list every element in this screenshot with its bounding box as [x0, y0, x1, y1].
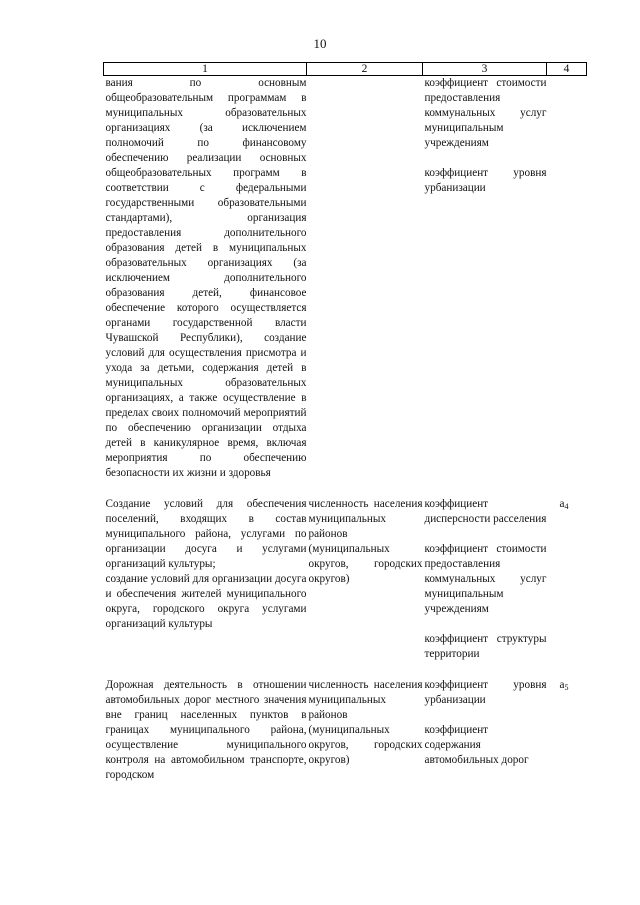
coefficient-text: коэффициент содержания автомобильных дорог — [424, 724, 529, 766]
indicator-cell — [307, 76, 423, 482]
table-row — [104, 76, 587, 482]
weight-cell — [547, 497, 587, 662]
coefficient-text: коэффициент стоимости предоставления коммунальных услуг муниципальным учреждениям — [424, 77, 547, 149]
coefficient-text: коэффициент структуры территории — [424, 633, 547, 660]
header-col-1: 1 — [104, 63, 307, 76]
weight-cell — [547, 76, 587, 482]
row-gap — [104, 481, 587, 497]
weight-base: a — [559, 679, 565, 691]
weight-subscript: 4 — [564, 502, 569, 511]
weight-cell — [547, 678, 587, 783]
coefficient-text: коэффициент уровня урбанизации — [424, 167, 547, 194]
indicator-cell: численность населения муниципальных районов (муниципальных округов, городских округов) — [308, 679, 423, 766]
competence-text: Создание условий для обеспечения поселений, входящих в состав муниципального района, услугами по организации досуга и услугами организаций культуры; — [105, 498, 307, 570]
table-header — [104, 63, 587, 76]
coefficient-cell — [423, 678, 547, 783]
coefficient-text: коэффициент дисперсности расселения — [424, 498, 547, 525]
page-number: 10 — [313, 36, 327, 51]
competence-text: создание условий для организации досуга и обеспечения жителей муниципального округа, городского округа услугами организаций культуры — [105, 573, 307, 630]
competence-cell — [104, 76, 307, 482]
competence-text: вания по основным общеобразовательным программам в муниципальных образовательных организациях (за исключением полномочий по финансовому обеспечению реализации основных общеобразовательных программ в соответствии с федеральными государственными образовательными стандартами), организация предоставления дополнительного образования детей в муниципальных образовательных организациях (за исключением дополнительного образования детей, финансовое обеспечение которого осуществляется органами государственной власти Чувашской Республики), создание условий для осуществления присмотра и ухода за детьми, содержания детей в муниципальных образовательных организациях, а также осуществление в пределах своих полномочий мероприятий по обеспечению организации отдыха детей в каникулярное время, включая мероприятия по обеспечению безопасности их жизни и здоровья — [105, 77, 307, 479]
coefficient-text: коэффициент стоимости предоставления коммунальных услуг муниципальным учреждениям — [424, 543, 547, 615]
coefficient-cell — [423, 497, 547, 662]
weight-base: a — [559, 498, 565, 510]
header-col-2: 2 — [307, 63, 423, 76]
header-col-4: 4 — [547, 63, 587, 76]
table-row — [104, 678, 587, 783]
competence-cell — [104, 497, 307, 662]
row-gap — [104, 662, 587, 678]
weight-subscript: 5 — [564, 683, 569, 692]
indicator-cell: численность населения муниципальных районов (муниципальных округов, городских округов) — [308, 498, 423, 585]
coefficient-cell — [423, 76, 547, 482]
header-col-3: 3 — [423, 63, 547, 76]
table-row — [104, 497, 587, 662]
competence-cell — [104, 678, 307, 783]
competence-text: Дорожная деятельность в отношении автомобильных дорог местного значения вне границ населенных пунктов в границах муниципального района, осуществление муниципального контроля на автомобильном транспорте, городском — [105, 679, 307, 781]
coefficient-text: коэффициент уровня урбанизации — [424, 679, 547, 706]
coefficients-table — [103, 62, 587, 783]
